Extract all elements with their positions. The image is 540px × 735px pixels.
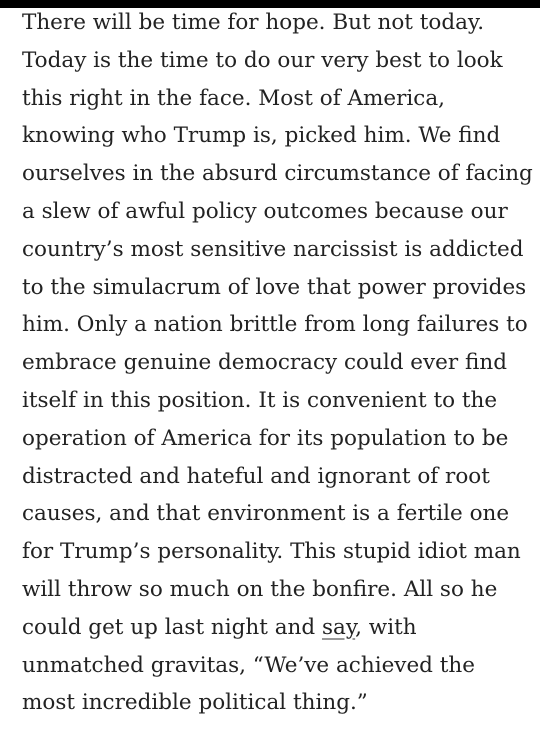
text-line-with-link [22,609,532,647]
text-line: operation of America for its population to be [22,425,509,451]
text-line: unmatched gravitas, “We’ve achieved the [22,652,475,678]
text-segment: , with [355,614,417,640]
text-line: will throw so much on the bonfire. All so he [22,576,498,602]
text-line: to the simulacrum of love that power provides [22,274,527,300]
text-line: itself in this position. It is convenient to the [22,387,498,413]
text-line: ourselves in the absurd circumstance of facing [22,161,533,187]
text-line: most incredible political thing.” [22,690,368,716]
text-line: embrace genuine democracy could ever find [22,350,507,376]
text-line: a slew of awful policy outcomes because our [22,198,508,224]
text-line: for Trump’s personality. This stupid idiot man [22,539,521,565]
text-line: There will be time for hope. But not today. [22,10,485,35]
article-body [22,4,532,722]
text-line: country’s most sensitive narcissist is addicted [22,236,524,262]
text-line: Today is the time to do our very best to look [22,47,503,73]
text-segment: could get up last night and [22,614,322,640]
text-line: this right in the face. Most of America, [22,85,445,111]
text-line: knowing who Trump is, picked him. We find [22,123,501,149]
text-line: distracted and hateful and ignorant of root [22,463,490,489]
say-link[interactable]: say [321,614,356,640]
text-line: him. Only a nation brittle from long failures to [22,312,528,338]
text-line: causes, and that environment is a fertile one [22,501,510,527]
